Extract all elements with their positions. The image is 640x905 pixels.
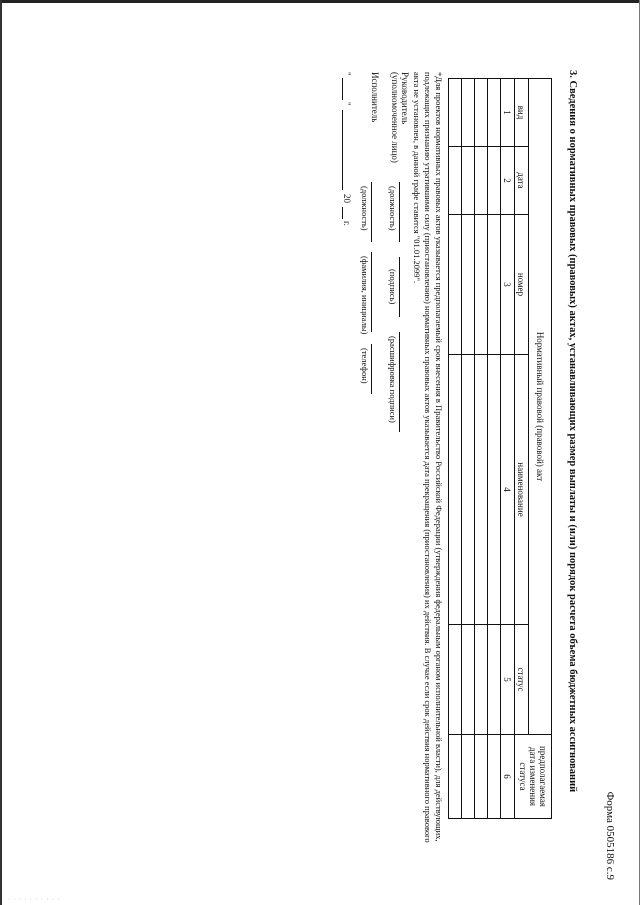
- executor-name-caption: (фамилия, инициалы): [360, 256, 370, 335]
- table-cell[interactable]: [462, 625, 475, 735]
- table-row: [488, 79, 501, 819]
- footnote: *Для проектов нормативных правовых актов указывается предполагаемый срок внесения в Правительство Российской Федерации (утверждения федеральным органом исполнительной власти), для действующих, подлежащих признанию утратившими силу (приостановлению) нормативных правовых актов указывается дата прекращения (приостановления) их действия. В случае если срок действия нормативного правового акта не установлен, в данной графе ставится "01.01.2099".: [412, 72, 444, 843]
- table-cell[interactable]: [488, 79, 501, 147]
- date-close-quote: ": [342, 102, 352, 106]
- header-status-change-date: предполагаемая дата изменения статуса: [515, 735, 552, 819]
- executor-phone-line[interactable]: [371, 344, 373, 394]
- head-label: Руководитель: [400, 72, 410, 125]
- table-cell[interactable]: [488, 735, 501, 819]
- table-cell[interactable]: [462, 355, 475, 625]
- section-title: 3. Сведения о нормативных правовых (правовых) актах, устанавливающих размер выплаты и (или) порядок расчета объема бюджетных ассигнований: [567, 70, 578, 793]
- table-row: [462, 79, 475, 819]
- date-day-line[interactable]: [342, 78, 344, 100]
- column-number-4: 4: [501, 355, 515, 625]
- table-column-number-row: [501, 79, 515, 819]
- column-number-5: 5: [501, 625, 515, 735]
- executor-label: Исполнитель: [370, 72, 380, 123]
- table-cell[interactable]: [488, 147, 501, 215]
- head-decryption-caption: (расшифровка подписи): [388, 336, 398, 423]
- head-signature-caption: (подпись): [388, 269, 398, 305]
- table-cell[interactable]: [475, 355, 488, 625]
- table-cell[interactable]: [449, 215, 462, 355]
- table-cell[interactable]: [449, 625, 462, 735]
- table-group-header-row: [529, 79, 552, 819]
- table-row: [475, 79, 488, 819]
- head-sublabel: (уполномоченное лицо): [390, 72, 400, 163]
- column-number-1: 1: [501, 79, 515, 147]
- header-number: номер: [515, 215, 529, 355]
- normative-acts-table: [448, 78, 552, 819]
- date-year-suffix: г.: [342, 221, 352, 226]
- table-cell[interactable]: [449, 355, 462, 625]
- head-signature-line[interactable]: [399, 257, 401, 317]
- column-number-2: 2: [501, 147, 515, 215]
- scan-footer-mark: · · · · · · · · · ·: [8, 897, 61, 903]
- column-number-6: 6: [501, 735, 515, 819]
- table-cell[interactable]: [462, 215, 475, 355]
- executor-name-line[interactable]: [371, 252, 373, 332]
- table-cell[interactable]: [449, 735, 462, 819]
- executor-position-caption: (должность): [360, 186, 370, 231]
- header-date: дата: [515, 147, 529, 215]
- head-decryption-line[interactable]: [399, 332, 401, 432]
- table-cell[interactable]: [449, 147, 462, 215]
- table-cell[interactable]: [488, 215, 501, 355]
- table-cell[interactable]: [462, 147, 475, 215]
- table-cell[interactable]: [462, 79, 475, 147]
- date-month-line[interactable]: [342, 110, 344, 190]
- header-status: статус: [515, 625, 529, 735]
- table-row: [449, 79, 462, 819]
- executor-phone-caption: (телефон): [360, 348, 370, 384]
- date-open-quote: ": [342, 72, 352, 76]
- group-header-cell: Нормативный правовой (правовой) акт: [529, 79, 552, 735]
- column-number-3: 3: [501, 215, 515, 355]
- table-cell[interactable]: [475, 625, 488, 735]
- rotated-form-page: [10, 10, 630, 890]
- table-cell[interactable]: [475, 735, 488, 819]
- table-cell[interactable]: [488, 355, 501, 625]
- table-cell[interactable]: [475, 79, 488, 147]
- table-cell[interactable]: [449, 79, 462, 147]
- scan-edge-left: [0, 0, 2, 905]
- table-column-header-row: [515, 79, 529, 819]
- head-position-caption: (должность): [388, 186, 398, 231]
- table-cell[interactable]: [488, 625, 501, 735]
- table-cell[interactable]: [462, 735, 475, 819]
- head-position-line[interactable]: [399, 182, 401, 242]
- form-code: Форма 0505186 с.9: [604, 791, 616, 880]
- header-name: наименование: [515, 355, 529, 625]
- table-cell[interactable]: [475, 215, 488, 355]
- table-cell[interactable]: [475, 147, 488, 215]
- date-year-prefix: 20: [342, 194, 352, 203]
- scan-edge-top: [0, 0, 640, 3]
- executor-position-line[interactable]: [371, 182, 373, 242]
- date-year-line[interactable]: [342, 207, 344, 219]
- header-kind: вид: [515, 79, 529, 147]
